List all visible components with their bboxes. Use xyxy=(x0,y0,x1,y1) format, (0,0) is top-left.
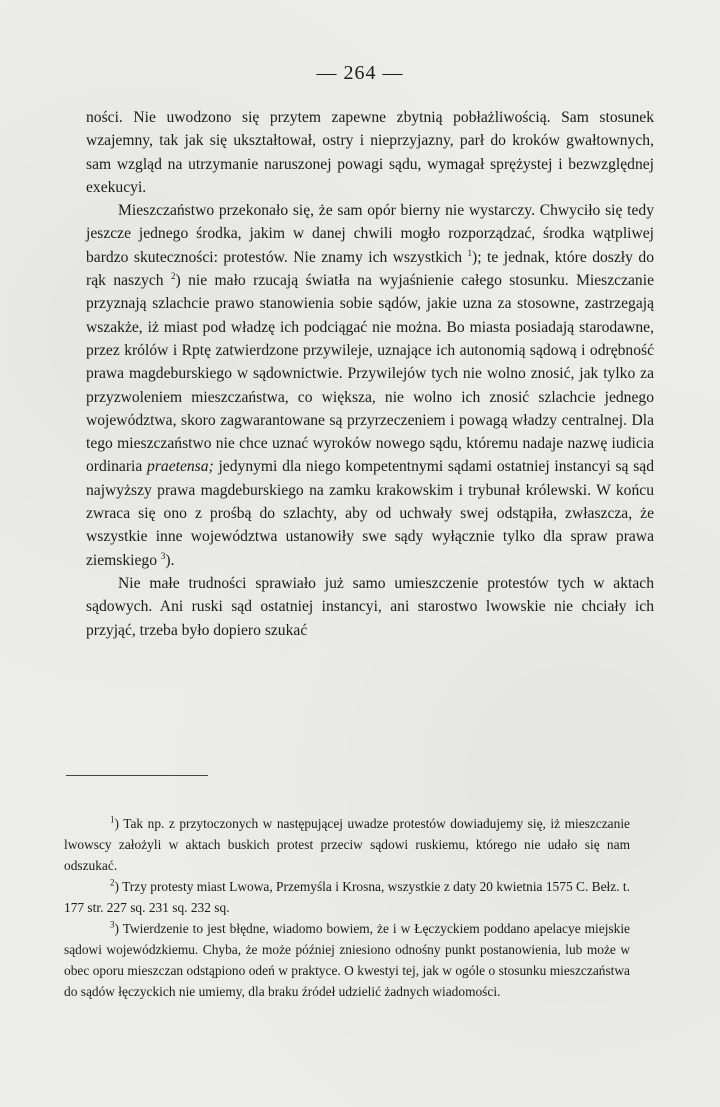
footnote-3 xyxy=(64,918,630,1002)
paragraph-3: Nie małe trudności sprawiało już samo umieszczenie protestów tych w aktach sądowych. Ani ruski sąd ostatniej instancyi, ani starostwo lwowskie nie chciały ich przyjąć, trzeba było dopiero szukać xyxy=(86,574,654,639)
footnote-ref-1[interactable]: 1 xyxy=(467,247,473,258)
footnote-ref-2[interactable]: 2 xyxy=(170,270,176,281)
paragraph-2-part-e: ). xyxy=(165,551,175,569)
footnote-ref-3[interactable]: 3 xyxy=(160,550,166,561)
footnote-divider xyxy=(66,775,208,776)
footnote-mark-3: 3 xyxy=(110,919,115,930)
paragraph-2-part-b: ); te jednak, które doszły do rąk naszych xyxy=(86,248,654,290)
footnote-mark-2: 2 xyxy=(110,877,115,888)
footnote-mark-1: 1 xyxy=(110,814,115,825)
italic-term: praetensa; xyxy=(147,458,214,476)
footnotes xyxy=(64,813,630,1002)
paragraph-2-part-a: Mieszczaństwo przekonało się, że sam opór bierny nie wystarczy. Chwyciło się tedy jeszcze jednego środka, jakim w danej chwili mogło rozporządzać, środka wątpliwej bardzo skuteczności: protestów. Nie znamy ich wszystkich xyxy=(86,202,654,266)
footnote-2 xyxy=(64,876,630,918)
footnote-2-text: ) Trzy protesty miast Lwowa, Przemyśla i Krosna, wszystkie z daty 20 kwietnia 1575 C. Bełz. t. 177 str. 227 sq. 231 sq. 232 sq. xyxy=(64,879,630,915)
paragraph-2-part-d: jedynymi dla niego kompetentnymi sądami ostatniej instancyi są sąd najwyższy prawa magdeburskiego na zamku krakowskim i trybunał królewski. W końcu zwraca się ono z prośbą do szlachty, aby od uchwały swej odstąpiła, zwłaszcza, że wszystkie inne województwa ustanowiły swe sądy wyłącznie tylko dla spraw prawa ziemskiego xyxy=(86,458,654,569)
footnote-1 xyxy=(64,813,630,876)
paragraph-1: ności. Nie uwodzono się przytem zapewne zbytnią pobłażliwością. Sam stosunek wzajemny, tak jak się ukształtował, ostry i nieprzyjazny, parł do kroków gwałtownych, sam wzgląd na utrzymanie naruszonej powagi sądu, wymagał sprężystej i bezwzględnej exekucyi. xyxy=(86,109,654,196)
footnote-1-text: ) Tak np. z przytoczonych w następującej uwadze protestów dowiadujemy się, iż mieszczanie lwowscy założyli w aktach buskich protest przeciw sądowi ruskiemu, którego nie udało się nam odszukać. xyxy=(64,816,630,873)
paragraph-2-part-c: ) nie mało rzucają światła na wyjaśnienie całego stosunku. Mieszczanie przyznają szlachcie prawo stanowienia sobie sądów, jakie uzna za stosowne, zastrzegają wszakże, iż miast pod władzę ich podciągać nie można. Bo miasta posiadają starodawne, przez królów i Rptę zatwierdzone przywileje, uznające ich autonomią sądową i odrębność prawa magdeburskiego w sądownictwie. Przywilejów tych nie wolno znosić, jak tylko za przyzwoleniem mieszczaństwa, co większa, nie wolno ich znosić szlachcie jednego województwa, skoro zagwarantowane są przyrzeczeniem i powagą władzy centralnej. Dla tego mieszczaństwo nie chce uznać wyroków nowego sądu, któremu nadaje nazwę iudicia ordinaria xyxy=(86,272,654,476)
main-text xyxy=(86,106,654,642)
paragraph-2 xyxy=(86,199,654,572)
footnote-3-text: ) Twierdzenie to jest błędne, wiadomo bowiem, że i w Łęczyckiem poddano apelacye miejskie sądowi wojewódzkiemu. Chyba, że może później zniesiono odnośny punkt postanowienia, lub może w obec oporu mieszczan odstąpiono odeń w praktyce. O kwestyi tej, jak w ogóle o stosunku mieszczaństwa do sądów łęczyckich nie umiemy, dla braku źródeł udzielić żadnych wiadomości. xyxy=(64,921,630,999)
page-number: — 264 — xyxy=(316,62,404,84)
